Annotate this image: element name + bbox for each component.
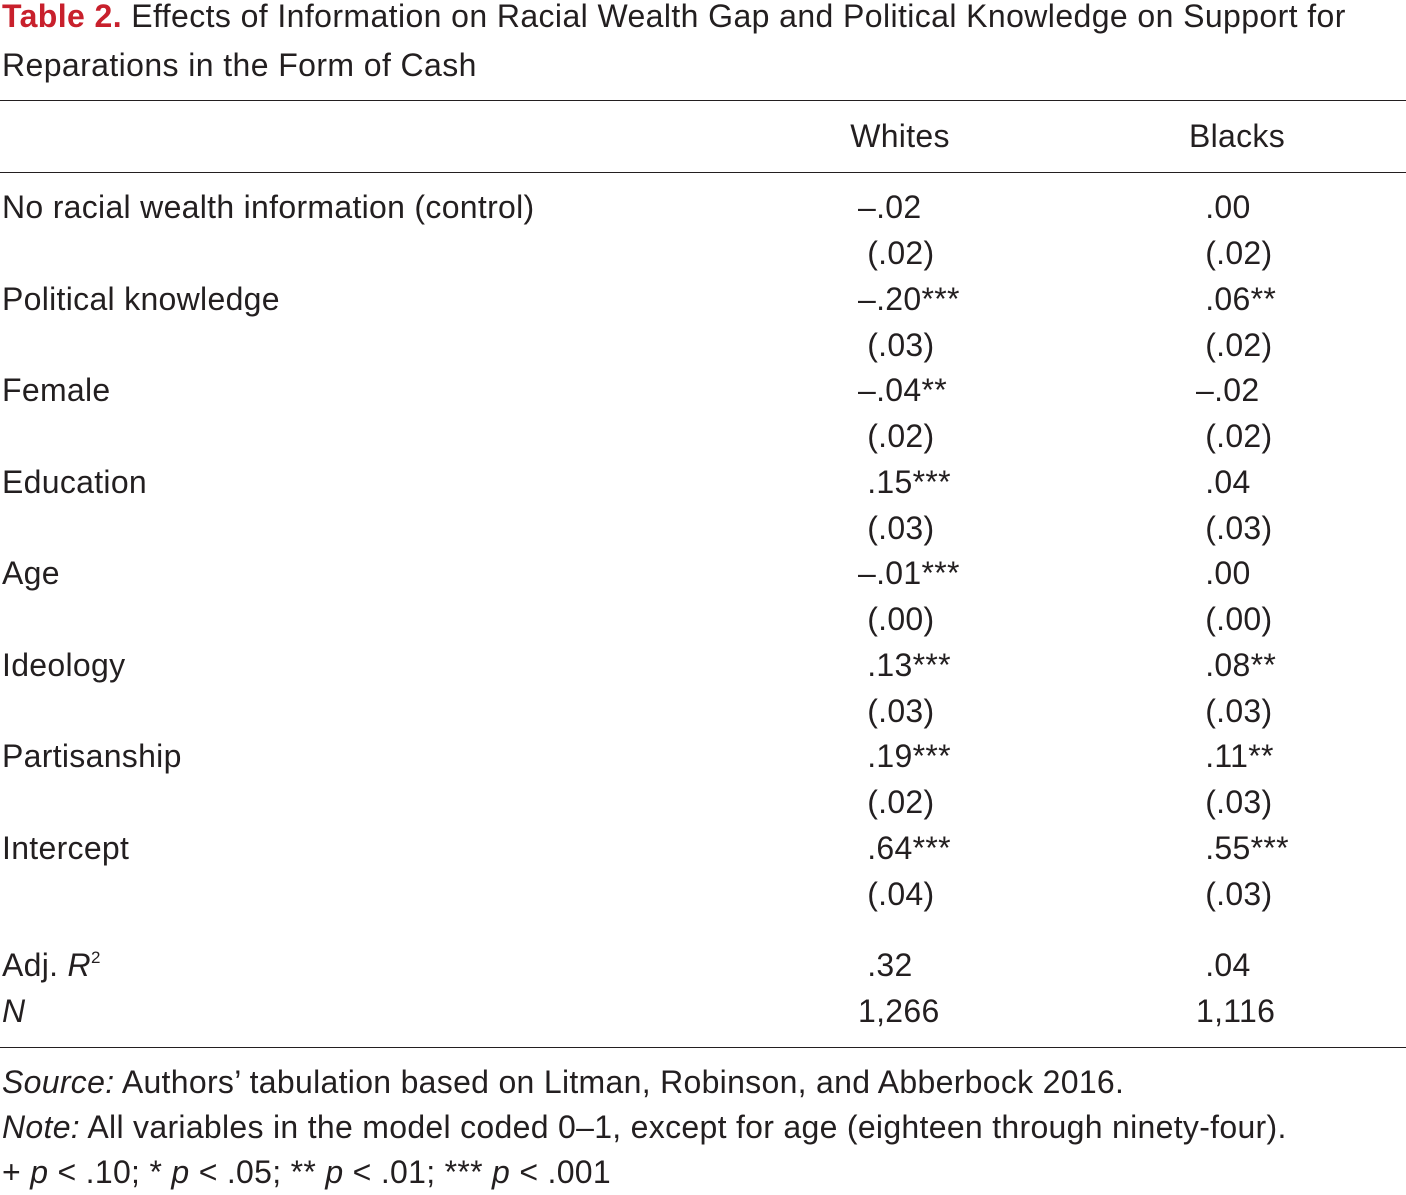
se-whites: (.03) bbox=[858, 509, 935, 546]
coef-blacks: .08** bbox=[1196, 646, 1277, 683]
n-whites: 1,266 bbox=[858, 993, 940, 1029]
adj-r2-label: Adj. $R^2$ bbox=[2, 947, 101, 983]
row-label: Partisanship bbox=[2, 738, 182, 774]
se-blacks: (.00) bbox=[1196, 601, 1273, 637]
coef-blacks: .55*** bbox=[1196, 829, 1289, 866]
coef-whites: .15*** bbox=[858, 463, 951, 500]
adj-r2-whites: .32 bbox=[858, 947, 913, 983]
coef-whites: –.01*** bbox=[858, 555, 960, 591]
se-whites: (.02) bbox=[858, 418, 935, 454]
table-title: Effects of Information on Racial Wealth Gap and Political Knowledge on Support for Reparations in the Form of Cash bbox=[2, 0, 1346, 83]
coef-blacks: .00 bbox=[1196, 555, 1251, 591]
se-blacks: (.03) bbox=[1196, 692, 1273, 729]
se-whites: (.04) bbox=[858, 875, 935, 912]
coef-whites: –.20*** bbox=[858, 280, 960, 317]
row-label: Female bbox=[2, 372, 111, 408]
coef-blacks: .00 bbox=[1196, 189, 1251, 225]
se-blacks: (.02) bbox=[1196, 326, 1273, 363]
coef-blacks: .04 bbox=[1196, 463, 1251, 500]
row-label: Age bbox=[2, 555, 60, 591]
row-label: No racial wealth information (control) bbox=[2, 189, 535, 225]
se-whites: (.03) bbox=[858, 692, 935, 729]
coef-whites: –.02 bbox=[858, 189, 922, 225]
row-label: Intercept bbox=[2, 829, 130, 866]
significance-note: + p < .10; * p < .05; ** p < .01; *** p < .001 bbox=[2, 1154, 612, 1190]
se-blacks: (.03) bbox=[1196, 784, 1273, 820]
coef-whites: –.04** bbox=[858, 372, 947, 408]
table-caption bbox=[2, 0, 1392, 90]
se-blacks: (.03) bbox=[1196, 509, 1273, 546]
column-header-whites: Whites bbox=[850, 118, 950, 154]
se-whites: (.02) bbox=[858, 784, 935, 820]
se-whites: (.00) bbox=[858, 601, 935, 637]
coef-whites: .64*** bbox=[858, 829, 951, 866]
se-blacks: (.02) bbox=[1196, 235, 1273, 271]
row-label: Political knowledge bbox=[2, 280, 280, 317]
se-blacks: (.03) bbox=[1196, 875, 1273, 912]
coef-blacks: .06** bbox=[1196, 280, 1277, 317]
adj-r2-blacks: .04 bbox=[1196, 947, 1251, 983]
coef-whites: .13*** bbox=[858, 646, 951, 683]
coef-whites: .19*** bbox=[858, 738, 951, 774]
bottom-rule bbox=[0, 1047, 1406, 1048]
n-label: N bbox=[2, 993, 26, 1029]
coef-blacks: .11** bbox=[1196, 738, 1274, 774]
top-rule bbox=[0, 100, 1406, 101]
header-rule bbox=[0, 172, 1406, 173]
source-note: Source: Authors’ tabulation based on Litman, Robinson, and Abberbock 2016. bbox=[2, 1064, 1125, 1100]
se-whites: (.03) bbox=[858, 326, 935, 363]
coef-blacks: –.02 bbox=[1196, 372, 1260, 408]
se-whites: (.02) bbox=[858, 235, 935, 271]
column-header-blacks: Blacks bbox=[1188, 118, 1286, 154]
n-blacks: 1,116 bbox=[1196, 993, 1276, 1029]
se-blacks: (.02) bbox=[1196, 418, 1273, 454]
table-label: Table 2. bbox=[2, 0, 122, 34]
variables-note: Note: All variables in the model coded 0–1, except for age (eighteen through ninety-four). bbox=[2, 1109, 1287, 1145]
row-label: Education bbox=[2, 463, 148, 500]
row-label: Ideology bbox=[2, 646, 126, 683]
